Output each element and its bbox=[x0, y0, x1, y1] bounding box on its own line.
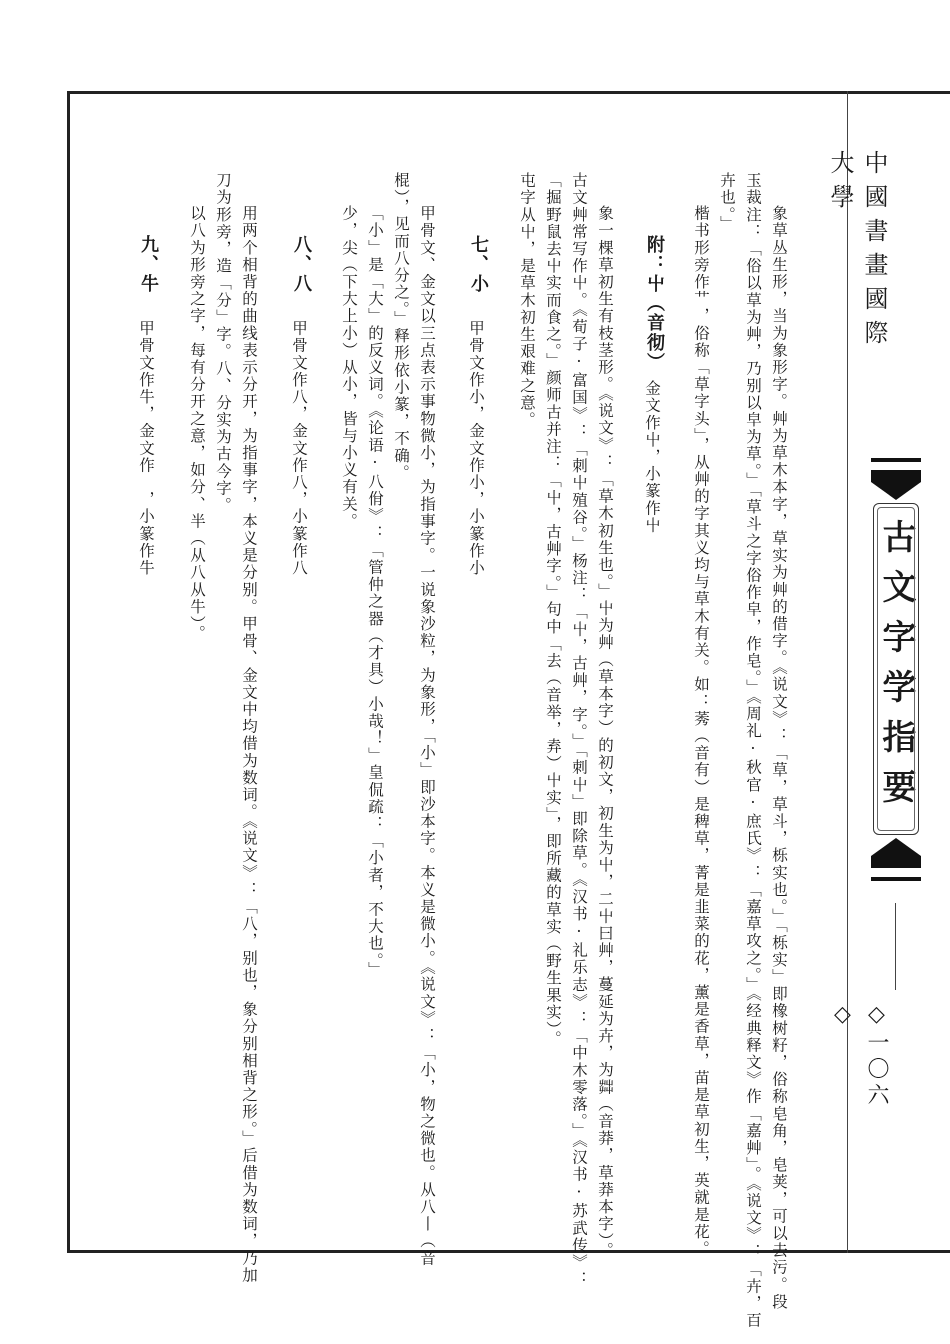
page-number: ◇一〇六◇ bbox=[830, 1002, 889, 1109]
text-column: 卉也。」 bbox=[718, 172, 736, 233]
section-heading: 七、小 bbox=[468, 235, 489, 294]
text-column: 甲骨文作牛，金文作 ，小篆作牛 bbox=[137, 320, 155, 577]
text-column: 刀为形旁，造「分」字。八、分实为古今字。 bbox=[214, 172, 232, 514]
text-column: 用两个相背的曲线表示分开，为指事字，本义是分别。甲骨、金文中均借为数词。《说文》：「八，别也，象分别相背之形。」后借为数词，乃加 bbox=[240, 205, 258, 1284]
sidebar-divider bbox=[847, 91, 848, 1253]
text-column: 甲骨文作小，金文作小，小篆作小 bbox=[467, 320, 485, 577]
text-column: 甲骨文、金文以三点表示事物微小，为指事字。一说象沙粒，为象形，「小」即沙本字。本义是微小。《说文》：「小，物之微也。从八丨（音 bbox=[418, 205, 436, 1267]
title-band-bottom bbox=[871, 877, 921, 881]
text-column: 金文作屮，小篆作屮 bbox=[643, 380, 661, 534]
series-title: 中國書畫國際大學 bbox=[826, 150, 888, 354]
text-column: 以八为形旁之字，每有分开之意，如分、半（从八从牛）。 bbox=[188, 205, 206, 642]
text-column: 玉裁注：「俗以草为艸，乃别以皁为草。」「草斗之字俗作皁，作皂。」《周礼·秋官·庶氏》：「嘉草攻之。」《经典释文》作「嘉艸」。《说文》：「卉，百 bbox=[744, 172, 762, 1330]
text-column: 甲骨文作八，金文作八，小篆作八 bbox=[290, 320, 308, 577]
book-title-box bbox=[873, 503, 919, 835]
text-column: 「小」是「大」的反义词。《论语·八佾》：「管仲之器（才具）小哉！」皇侃疏：「小者，不大也。」 bbox=[366, 205, 384, 979]
text-column: 「掘野鼠去屮实而食之。」颜师古并注：「屮，古艸字。」句中「去（音举，弆）屮实」，即所藏的草实（野生果实）。 bbox=[544, 172, 562, 1048]
book-title: 古文字学指要 bbox=[876, 519, 916, 819]
text-column: 楷书形旁作艹，俗称「草字头」，从艸的字其义均与草木有关。如：莠（音有）是稗草，菁是韭菜的花，薰是香草，苗是草初生，英就是花。 bbox=[692, 205, 710, 1258]
text-column: 古文艸常写作屮。《荀子·富国》：「刺屮殖谷。」杨注：「屮，古艸，字。」「刺屮」即除草。《汉书·礼乐志》：「中木零落。」《汉书·苏武传》： bbox=[570, 172, 588, 1289]
text-column: 象一棵草初生有枝茎形。《说文》：「草木初生也。」屮为艸（草本字）的初文，初生为屮，二屮曰艸，蔓延为卉，为茻（音莽，草莽本字）。 bbox=[596, 205, 614, 1260]
text-column: 象草丛生形，当为象形字。艸为草木本字，草实为艸的借字。《说文》：「草，草斗，栎实也。」「栎实」即橡树籽，俗称皂角，皂荚，可以去污。段 bbox=[770, 205, 788, 1311]
text-column: 棍），见而八分之。」释形依小篆，不确。 bbox=[392, 172, 410, 482]
title-band-top bbox=[871, 458, 921, 462]
sidebar-rule bbox=[895, 903, 896, 990]
section-heading: 九、牛 bbox=[138, 235, 159, 294]
text-column: 少，尖（下大上小）从小，皆与小义有关。 bbox=[340, 205, 358, 530]
text-column: 屯字从屮，是草木初生艰难之意。 bbox=[518, 172, 536, 429]
section-heading: 八、八 bbox=[291, 235, 312, 294]
section-heading: 附：屮（音彻） bbox=[644, 235, 665, 373]
